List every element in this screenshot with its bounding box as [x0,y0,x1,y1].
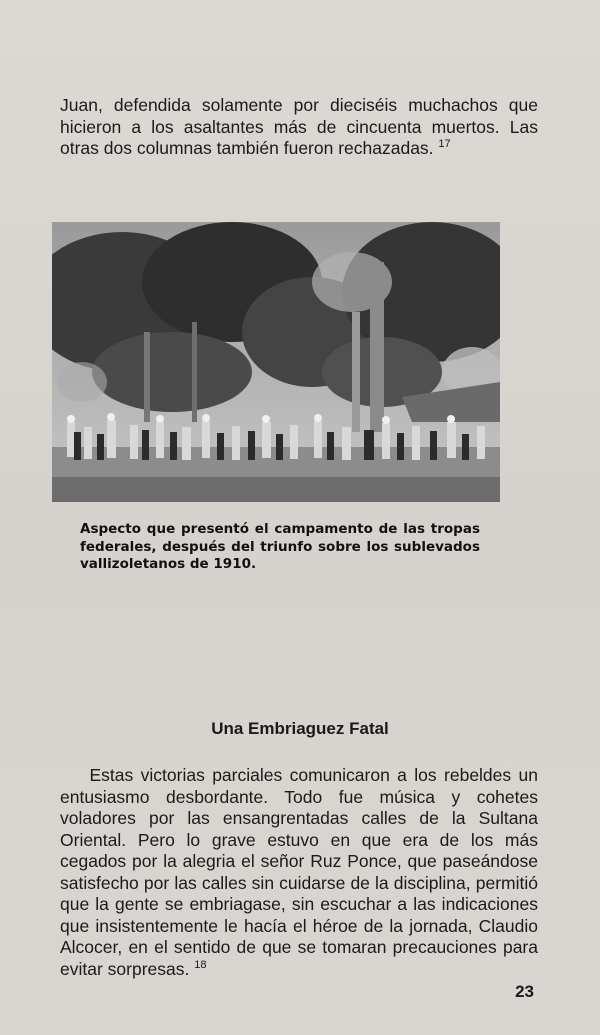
paragraph-1 [60,95,538,160]
footnote-marker-17: 17 [438,138,451,151]
photo-caption: Aspecto que presentó el campamento de las tropas federales, después del triunfo sobre los sublevados vallizoletanos de 1910. [80,521,480,572]
section-heading: Una Embriaguez Fatal [211,719,389,738]
paragraph-2 [60,765,538,980]
paragraph-1-text: Juan, defendida solamente por dieciséis muchachos que hicieron a los asaltantes más de cincuenta muertos. Las otras dos columnas también fueron rechazadas. [60,95,538,158]
page-number: 23 [515,982,534,1001]
footnote-marker-18: 18 [194,958,207,971]
camp-photograph [52,222,500,502]
paragraph-2-text: Estas victorias parciales comunicaron a los rebeldes un entusiasmo desbordante. Todo fue música y cohetes voladores por las ensangrentadas calles de la Sultana Oriental. Pero lo grave estuvo en que era de los más cegados por la alegria el señor Ruz Ponce, que paseándose satisfecho por las calles sin cuidarse de la disciplina, permitió que la gente se embriagase, sin escuchar a las indicaciones que insistentemente le hacía el héroe de la jornada, Claudio Alcocer, en el sentido de que se tomaran precauciones para evitar sorpresas. [60,765,538,979]
